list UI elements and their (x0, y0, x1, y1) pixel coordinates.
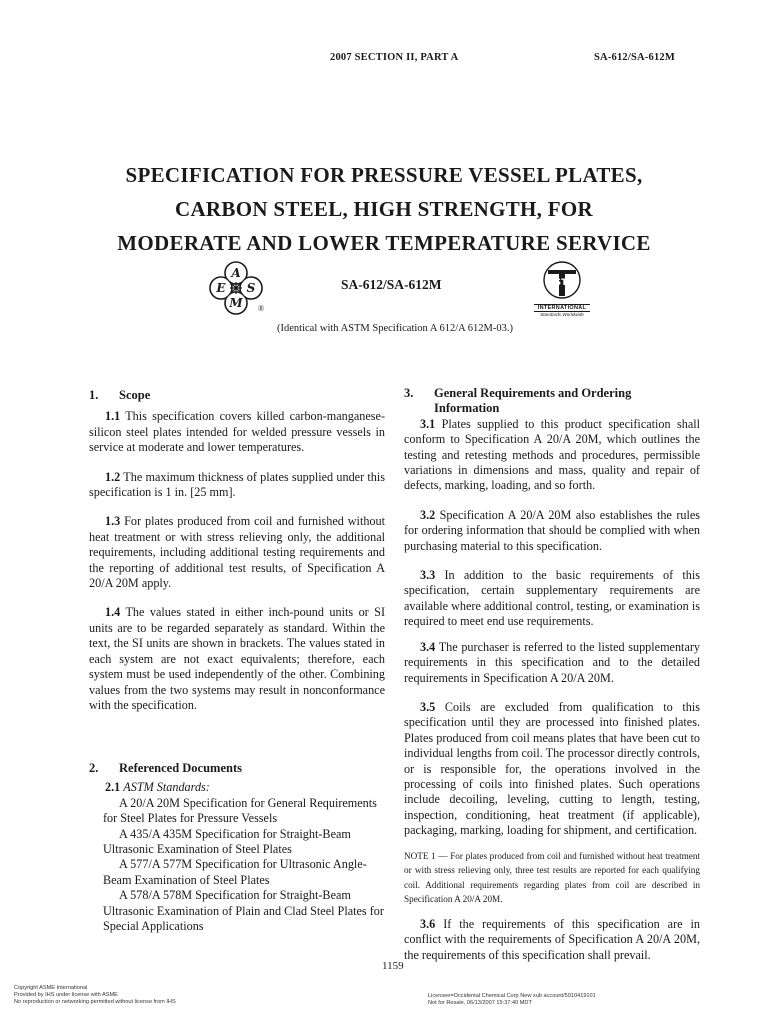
section-1-number: 1. (89, 388, 99, 402)
asme-letter-s: S (246, 281, 256, 295)
footer-not-for-resale: Not for Resale, 06/13/2007 15:37:40 MDT (428, 1000, 532, 1006)
footer-licensee: Licensee=Occidental Chemical Corp New sub account/5910419101 (428, 993, 596, 999)
title-line-1: SPECIFICATION FOR PRESSURE VESSEL PLATES, (125, 163, 643, 187)
section-3-number: 3. (404, 386, 414, 400)
footer-left (14, 985, 176, 1006)
paragraph-1-2: 1.2 The maximum thickness of plates supplied under this specification is 1 in. [25 mm]. (89, 469, 386, 500)
subsection-2-1: 2.1 ASTM Standards: (105, 780, 210, 795)
title-line-2: CARBON STEEL, HIGH STRENGTH, FOR (174, 197, 593, 221)
paragraph-1-3: 1.3 For plates produced from coil and furnished without heat treatment or with stress relieving only, the additional requirements, including additional testing requirements and the reporting of additional test results, of Specification A 20/A 20M apply. (89, 514, 385, 591)
footer-provided: Provided by IHS under license with ASME (14, 992, 118, 998)
ref-a578: A 578/A 578M Specification for Straight-Beam Ultrasonic Examination of Plain and Clad Steel Plates for Special Applications (103, 888, 384, 934)
paragraph-1-1: 1.1 This specification covers killed carbon-manganese-silicon steel plates intended for welded pressure vessels in service at moderate and lower temperatures. (89, 409, 385, 455)
asme-letter-m: M (229, 296, 243, 310)
asme-letter-e: E (216, 281, 226, 295)
astm-logo (532, 260, 592, 317)
registered-mark: ® (258, 304, 265, 313)
paragraph-1-4: 1.4 The values stated in either inch-pound units or SI units are to be regarded separately as standard. Within the text, the SI units are shown in brackets. The values stated in each system are not exact equivalents; therefore, each system must be used independently of the other. Combining values from the two systems may result in nonconformance with the specification. (89, 605, 386, 712)
paragraph-3-5: 3.5 Coils are excluded from qualification to this specification until they are processed into finished plates. Plates produced from coil means plates that have been cut to individual lengths from coil. The processor directly controls, or is responsible for, the operations involved in the processing of coils into finished plates. Such operations include decoiling, leveling, cutting to length, testing, inspection, conditioning, heat treatment (if applicable), packaging, marking, loading for shipment, and certification. (404, 699, 700, 838)
section-2-heading (89, 761, 385, 776)
section-1-heading (89, 388, 385, 403)
section-2-title: Referenced Documents (119, 761, 242, 775)
section-2-number: 2. (89, 761, 99, 775)
paragraph-3-4: 3.4 The purchaser is referred to the listed supplementary requirements in this specification and to the detailed requirements in Specification A 20/A 20M. (404, 639, 701, 685)
asme-logo (208, 260, 264, 316)
section-3-heading: 3. General Requirements and Ordering Information (404, 386, 632, 416)
footer-no-reproduction: No reproduction or networking permitted without license from IHS (14, 999, 176, 1005)
designation: SA-612/SA-612M (341, 277, 442, 292)
paragraph-3-3: 3.3 In addition to the basic requirements of this specification, certain supplementary requirements are available where additional control, testing, or examination is required to meet end use requirements. (404, 568, 700, 629)
paragraph-3-2: 3.2 Specification A 20/A 20M also establishes the rules for ordering information that should be complied with when purchasing material to this specification. (404, 507, 701, 553)
paragraph-3-1: 3.1 Plates supplied to this product specification shall conform to Specification A 20/A 20M, which outlines the testing and retesting methods and procedures, permissible variations in dimensions and mass, quality and repair of defects, marking, loading, and so forth. (404, 416, 701, 493)
astm-tagline: Standards Worldwide (540, 312, 584, 317)
ref-a20: A 20/A 20M Specification for General Requirements for Steel Plates for Pressure Vessels (103, 795, 377, 826)
identical-note: (Identical with ASTM Specification A 612/A 612M-03.) (277, 323, 513, 334)
astm-letters: ASTM (547, 278, 577, 288)
note-1: NOTE 1 — For plates produced from coil and furnished without heat treatment or with stress relieving only, three test results are reported for each qualifying coil. Additional requirements regarding plates from coil are described in Specification A 20/A 20M. (404, 850, 700, 905)
page-number: 1159 (382, 960, 404, 972)
left-column (89, 388, 385, 713)
paragraph-3-6: 3.6 If the requirements of this specification are in conflict with the requirements of Specification A 20/A 20M, the requirements of this specification shall prevail. (404, 916, 700, 962)
running-header-center: 2007 SECTION II, PART A (330, 52, 459, 63)
running-header-right: SA-612/SA-612M (594, 52, 675, 63)
asme-letter-a: A (231, 266, 241, 280)
astm-international-text: INTERNATIONAL (537, 305, 587, 311)
footer-right (428, 993, 596, 1007)
document-title (0, 158, 768, 260)
ref-a577: A 577/A 577M Specification for Ultrasonic Angle-Beam Examination of Steel Plates (103, 857, 367, 887)
ref-a435: A 435/A 435M Specification for Straight-Beam Ultrasonic Examination of Steel Plates (103, 826, 351, 857)
footer-copyright: Copyright ASME International (14, 985, 88, 991)
right-column (404, 386, 700, 963)
left-column-section-2 (89, 761, 385, 934)
title-line-3: MODERATE AND LOWER TEMPERATURE SERVICE (117, 231, 651, 255)
section-1-title: Scope (119, 388, 151, 402)
